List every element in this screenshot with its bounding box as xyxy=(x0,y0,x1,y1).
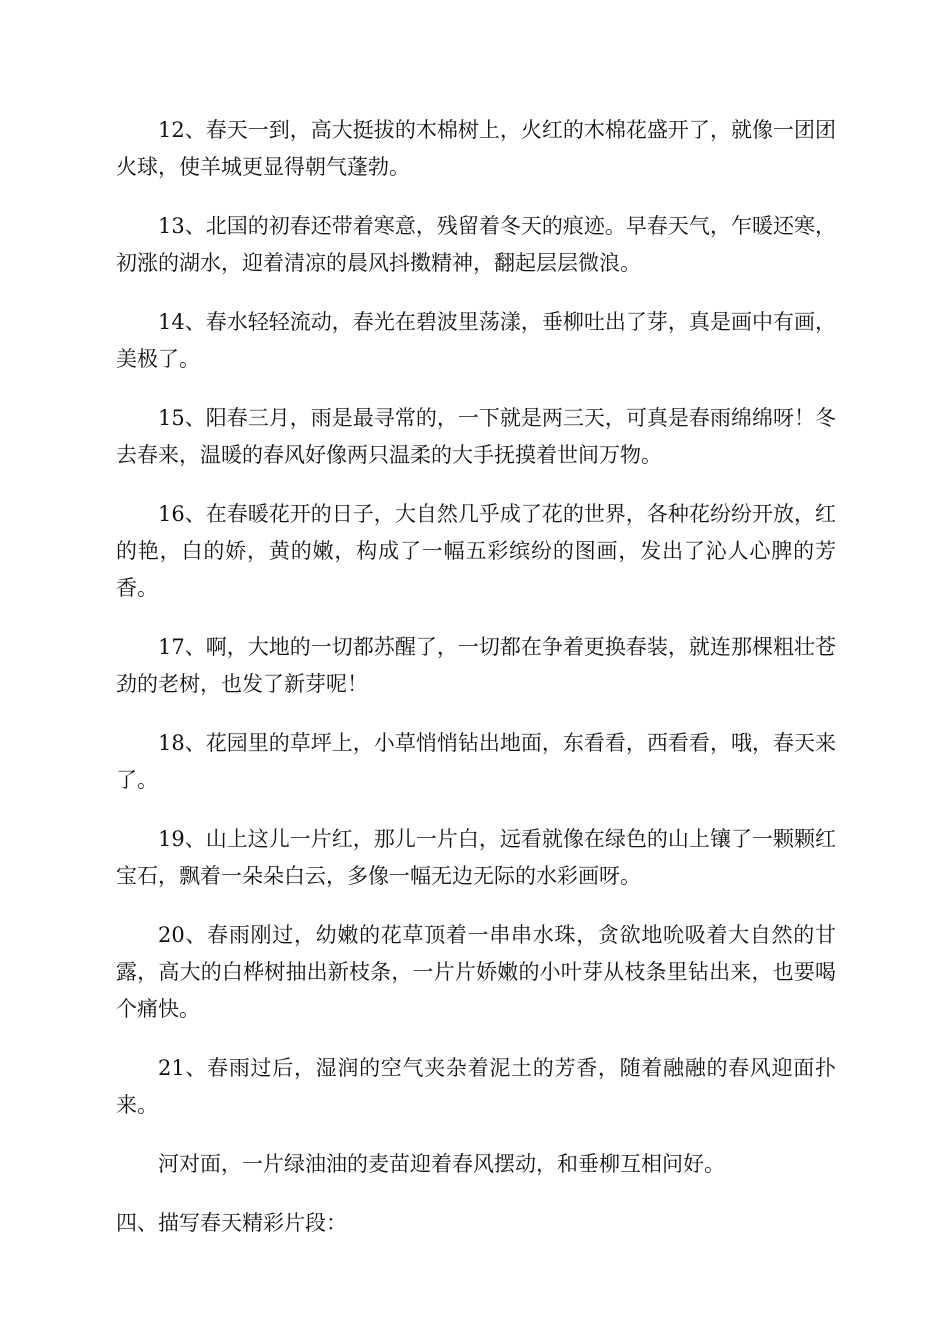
paragraph-13: 13、北国的初春还带着寒意，残留着冬天的痕迹。早春天气，乍暖还寒，初涨的湖水，迎着清凉的晨风抖擞精神，翻起层层微浪。 xyxy=(116,214,836,275)
paragraph-14: 14、春水轻轻流动，春光在碧波里荡漾，垂柳吐出了芽，真是画中有画，美极了。 xyxy=(116,310,836,371)
paragraph-16: 16、在春暖花开的日子，大自然几乎成了花的世界，各种花纷纷开放，红的艳，白的娇，黄的嫩，构成了一幅五彩缤纷的图画，发出了沁人心脾的芳香。 xyxy=(116,502,836,600)
section-heading: 四、描写春天精彩片段： xyxy=(116,1211,347,1235)
paragraph-19: 19、山上这儿一片红，那儿一片白，远看就像在绿色的山上镶了一颗颗红宝石，飘着一朵朵白云，多像一幅无边无际的水彩画呀。 xyxy=(116,827,836,888)
paragraph-15: 15、阳春三月，雨是最寻常的，一下就是两三天，可真是春雨绵绵呀！冬去春来，温暖的春风好像两只温柔的大手抚摸着世间万物。 xyxy=(116,406,836,467)
paragraph-river: 河对面，一片绿油油的麦苗迎着春风摆动，和垂柳互相问好。 xyxy=(158,1152,725,1176)
paragraph-17: 17、啊，大地的一切都苏醒了，一切都在争着更换春装，就连那棵粗壮苍劲的老树，也发了新芽呢！ xyxy=(116,635,836,696)
paragraph-18: 18、花园里的草坪上，小草悄悄钻出地面，东看看，西看看，哦，春天来了。 xyxy=(116,731,836,792)
paragraph-20: 20、春雨刚过，幼嫩的花草顶着一串串水珠，贪欲地吮吸着大自然的甘露，高大的白桦树抽出新枝条，一片片娇嫩的小叶芽从枝条里钻出来，也要喝个痛快。 xyxy=(116,923,836,1021)
paragraph-21: 21、春雨过后，湿润的空气夹杂着泥土的芳香，随着融融的春风迎面扑来。 xyxy=(116,1056,836,1117)
document-body xyxy=(116,112,836,1242)
paragraph-12: 12、春天一到，高大挺拔的木棉树上，火红的木棉花盛开了，就像一团团火球，使羊城更显得朝气蓬勃。 xyxy=(116,118,836,179)
